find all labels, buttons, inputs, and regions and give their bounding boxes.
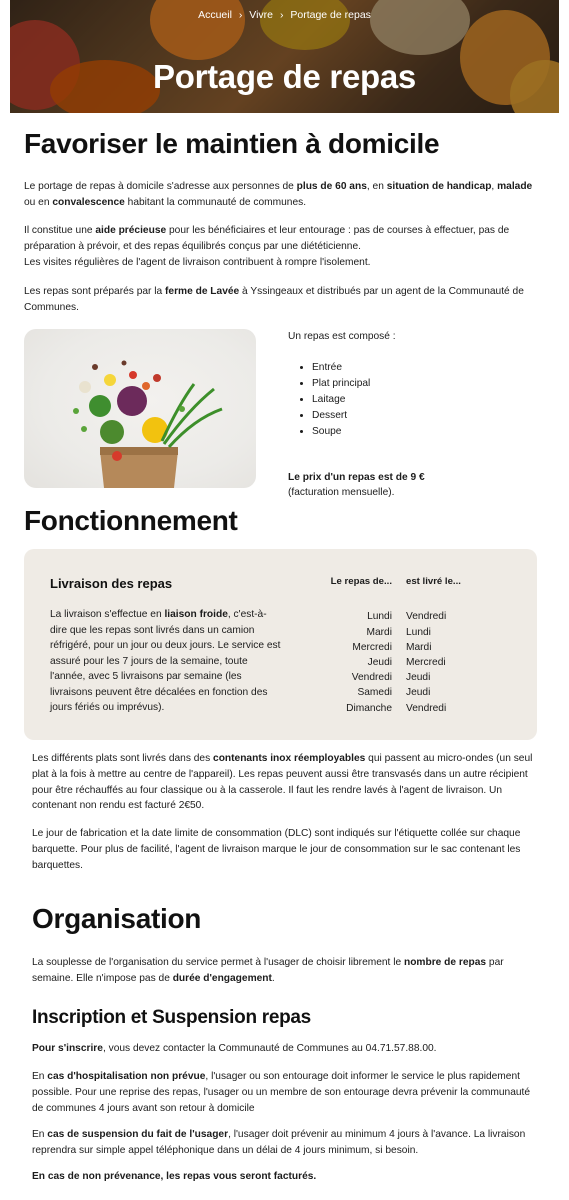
text-run: pour les bénéficiaires et leur entourage : pas de courses à effectuer, pas de préparation à prévoir, et des repas équilibrés conçus par une diététicienne. xyxy=(24,225,510,252)
delivery-card-text xyxy=(50,607,282,716)
table-row xyxy=(304,701,524,716)
bold-text: Pour s'inscrire xyxy=(32,1043,103,1054)
text-run: La souplesse de l'organisation du service permet à l'usager de choisir librement le xyxy=(32,957,404,968)
bold-text: nombre de repas xyxy=(403,957,487,968)
vegetables-bag-image xyxy=(24,329,256,488)
green-pepper-shape xyxy=(89,395,111,417)
garlic-shape xyxy=(79,381,91,393)
breadcrumb-home-link[interactable]: Accueil xyxy=(198,9,232,21)
bold-text: liaison froide xyxy=(164,609,228,620)
text-run: La livraison s'effectue en xyxy=(50,609,165,620)
meal-composition xyxy=(288,329,548,439)
containers-paragraph xyxy=(32,751,540,814)
text-run: , c'est-à-dire que les repas sont livrés dans un camion réfrigéré, pour un jour ou deux jours. Le service est assuré pour les 7 jours de la semaine, toute l'année, avec 5 livraisons par semaine (les livraisons peuvent être décalées en fonction des jours fériés ou imprévus). xyxy=(50,609,281,713)
tomato-small-shape xyxy=(129,371,137,379)
bold-text: convalescence xyxy=(52,196,125,208)
table-cell: Mardi xyxy=(406,641,432,653)
list-item: • Dessert xyxy=(312,408,548,424)
green-onion-shape xyxy=(162,384,222,447)
intro-paragraph-1 xyxy=(24,179,540,211)
table-cell: Jeudi xyxy=(367,657,392,668)
text-run: Les repas sont préparés par la xyxy=(24,286,166,297)
bean-shape xyxy=(92,364,98,370)
list-item: • Soupe xyxy=(312,424,548,440)
text-run: , en xyxy=(366,181,387,192)
hero-banner xyxy=(10,0,559,113)
subheading-inscription: Inscription et Suspension repas xyxy=(32,1007,311,1028)
table-header xyxy=(304,575,524,589)
text-run: , l'usager ou son entourage doit informer le service le plus rapidement possible. Pour une reprise des repas, l'usager ou un membre de son entourage devra prévenir la communauté de communes 4 jours avant son retour à domicile xyxy=(32,1071,531,1114)
paper-bag-rim xyxy=(100,447,178,455)
organisation-paragraph xyxy=(32,955,532,987)
table-row xyxy=(304,655,524,670)
table-cell: Vendredi xyxy=(406,611,447,623)
bold-text: situation de handicap xyxy=(386,181,492,192)
broccoli-shape xyxy=(100,420,124,444)
table-cell: Dimanche xyxy=(346,702,392,714)
intro-paragraph-2b: Les visites régulières de l'agent de livraison contribuent à rompre l'isolement. xyxy=(24,256,371,268)
price-label: Le prix d'un repas est de 9 € xyxy=(288,472,425,483)
bean-shape-2 xyxy=(122,361,127,366)
price-note: (facturation mensuelle). xyxy=(288,487,395,499)
composition-intro: Un repas est composé : xyxy=(288,331,396,342)
table-cell: Lundi xyxy=(406,626,431,638)
table-header-meal-day: Le repas de... xyxy=(330,576,392,587)
table-cell: Samedi xyxy=(357,687,392,699)
tomato-small-shape-2 xyxy=(153,374,161,382)
delivery-schedule-table xyxy=(304,575,524,716)
table-cell: Mardi xyxy=(366,626,392,638)
delivery-card xyxy=(24,549,537,740)
text-run: , vous devez contacter la Communauté de Communes au 04.71.57.88.00. xyxy=(102,1043,437,1054)
vegetables-illustration xyxy=(24,329,256,488)
table-cell: Jeudi xyxy=(406,672,431,684)
table-row xyxy=(304,625,524,640)
breadcrumb-current: Portage de repas xyxy=(290,9,371,21)
red-cabbage-shape xyxy=(117,386,147,416)
text-run: ou en xyxy=(24,196,53,208)
bold-text: ferme de Lavée xyxy=(165,286,240,297)
table-cell: Mercredi xyxy=(406,657,446,668)
composition-list xyxy=(288,360,548,439)
breadcrumb xyxy=(10,8,559,24)
table-row xyxy=(304,670,524,685)
bold-text: cas de suspension du fait de l'usager xyxy=(47,1129,229,1140)
page-title: Portage de repas xyxy=(153,58,416,95)
list-item: • Entrée xyxy=(312,360,548,376)
table-header-delivery-day: est livré le... xyxy=(406,576,461,587)
meal-price xyxy=(288,470,425,501)
lemon-shape xyxy=(104,374,116,386)
bold-text: aide précieuse xyxy=(95,225,167,236)
section-heading-organisation: Organisation xyxy=(32,903,202,934)
dlc-paragraph: Le jour de fabrication et la date limite de consommation (DLC) sont indiqués sur l'étiquette collée sur chaque barquette. Pour plus de facilité, l'agent de livraison marque le jour de consommation sur le sac contenant les barquettes. xyxy=(32,828,521,871)
bold-text: plus de 60 ans xyxy=(296,181,367,192)
breadcrumb-section-link[interactable]: Vivre xyxy=(249,9,274,21)
carrot-piece-shape xyxy=(142,382,150,390)
bold-text: cas d'hospitalisation non prévue xyxy=(47,1071,206,1082)
text-run: par semaine. Elle n'impose pas de xyxy=(32,957,504,984)
bold-text: malade xyxy=(497,181,533,192)
table-cell: Vendredi xyxy=(406,702,447,714)
text-run: En xyxy=(32,1071,48,1082)
paper-bag-shape xyxy=(100,451,178,488)
inscription-paragraph xyxy=(32,1041,542,1057)
non-prevenance-paragraph: En cas de non prévenance, les repas vous seront facturés. xyxy=(32,1171,317,1182)
list-item: • Plat principal xyxy=(312,376,548,392)
text-run: Il constitue une xyxy=(24,225,96,236)
table-cell: Vendredi xyxy=(351,672,392,684)
breadcrumb-separator: › xyxy=(238,9,243,21)
intro-paragraph-2 xyxy=(24,223,540,270)
text-run: qui passent au micro-ondes (un seul plat à la fois à mettre au centre de l'appareil). Les repas peuvent aussi être transvasés dans un autre récipient pour être réchauffés au four classique ou à la casserole. Il faut les rendre lavés à l'agent de livraison. Un contenant non rendu est facturé 2€50. xyxy=(32,753,533,812)
list-item: • Laitage xyxy=(312,392,548,408)
text-run: Les différents plats sont livrés dans des xyxy=(32,753,214,764)
herb-leaf-shape-3 xyxy=(179,406,185,412)
text-run: Le portage de repas à domicile s'adresse aux personnes de xyxy=(24,181,297,192)
table-row xyxy=(304,609,524,624)
table-row xyxy=(304,640,524,655)
hospitalisation-paragraph xyxy=(32,1069,542,1116)
text-run: . xyxy=(271,972,275,984)
table-cell: Jeudi xyxy=(406,687,431,699)
breadcrumb-separator: › xyxy=(279,9,284,21)
intro-paragraph-2-text xyxy=(24,225,509,252)
suspension-paragraph xyxy=(32,1127,542,1159)
text-run: habitant la communauté de communes. xyxy=(124,196,307,208)
bold-text: contenants inox réemployables xyxy=(213,753,366,764)
text-run: , l'usager doit prévenir au minimum 4 jours à l'avance. La livraison reprendra sur simple appel téléphonique dans un délai de 4 jours minimum, si besoin. xyxy=(32,1129,526,1156)
table-cell: Lundi xyxy=(367,611,392,623)
section-heading-fonctionnement: Fonctionnement xyxy=(24,505,238,536)
table-body xyxy=(304,609,524,715)
bold-text: durée d'engagement xyxy=(172,972,272,984)
text-run: , xyxy=(491,181,498,192)
text-run: à Yssingeaux et distribués par un agent de la Communauté de Communes. xyxy=(24,286,524,313)
intro-paragraph-3 xyxy=(24,284,540,316)
table-cell: Mercredi xyxy=(352,641,392,653)
table-row xyxy=(304,685,524,700)
text-run: En xyxy=(32,1129,48,1140)
herb-leaf-shape xyxy=(73,408,79,414)
delivery-card-title: Livraison des repas xyxy=(50,576,173,591)
chili-shape xyxy=(112,451,122,461)
section-heading-maintien: Favoriser le maintien à domicile xyxy=(24,128,440,159)
herb-leaf-shape-2 xyxy=(81,426,87,432)
